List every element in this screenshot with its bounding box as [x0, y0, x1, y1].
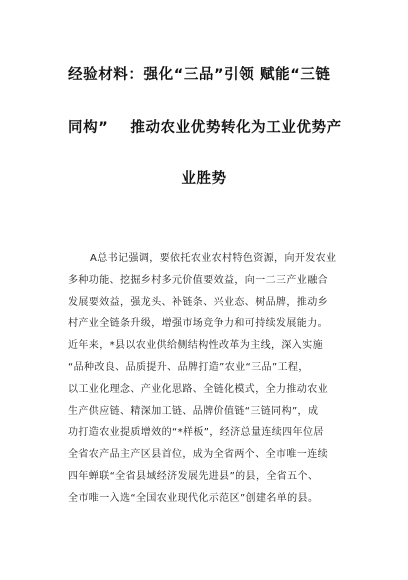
body-line: 多种功能、挖掘乡村多元价值要效益，向一二三产业融合 [68, 274, 328, 286]
title-line-3: 业胜势 [181, 171, 227, 187]
body-line: A总书记强调，要依托农业农村特色资源，向开发农业 [90, 253, 337, 264]
body-line: 四年蝉联“全省县域经济发展先进县”的县，全省五个、 [68, 470, 319, 482]
body-line: 村产业全链条升级，增强市场竞争力和可持续发展能力。 [68, 318, 328, 330]
body-line: 生产供应链、精深加工链、品牌价值链“三链同构”，成 [68, 405, 319, 417]
body-line: 以工业化理念、产业化思路、全链化模式，全力推动农业 [68, 383, 328, 395]
title-line-1: 经验材料：强化“三品”引领 赋能“三链 [68, 67, 331, 83]
title-line-2-part-b: 推动农业优势转化为工业优势产 [130, 120, 342, 136]
title-line-2-part-a: 同构” [68, 120, 109, 136]
body-line: 发展要效益，强龙头、补链条、兴业态、树品牌，推动乡 [68, 296, 328, 308]
body-line: 近年来，*县以农业供给侧结构性改革为主线，深入实施 [68, 340, 323, 352]
title-line-2 [68, 116, 342, 137]
body-line: 功打造农业提质增效的“*样板”，经济总量连续四年位居 [68, 427, 324, 439]
body-line: 全市唯一入选“全国农业现代化示范区”创建名单的县。 [68, 492, 319, 504]
body-line: “品种改良、品质提升、品牌打造”农业“三品”工程， [68, 361, 309, 373]
body-line: 全省农产品主产区县首位，成为全省两个、全市唯一连续 [68, 449, 328, 461]
body-paragraph [68, 248, 350, 510]
